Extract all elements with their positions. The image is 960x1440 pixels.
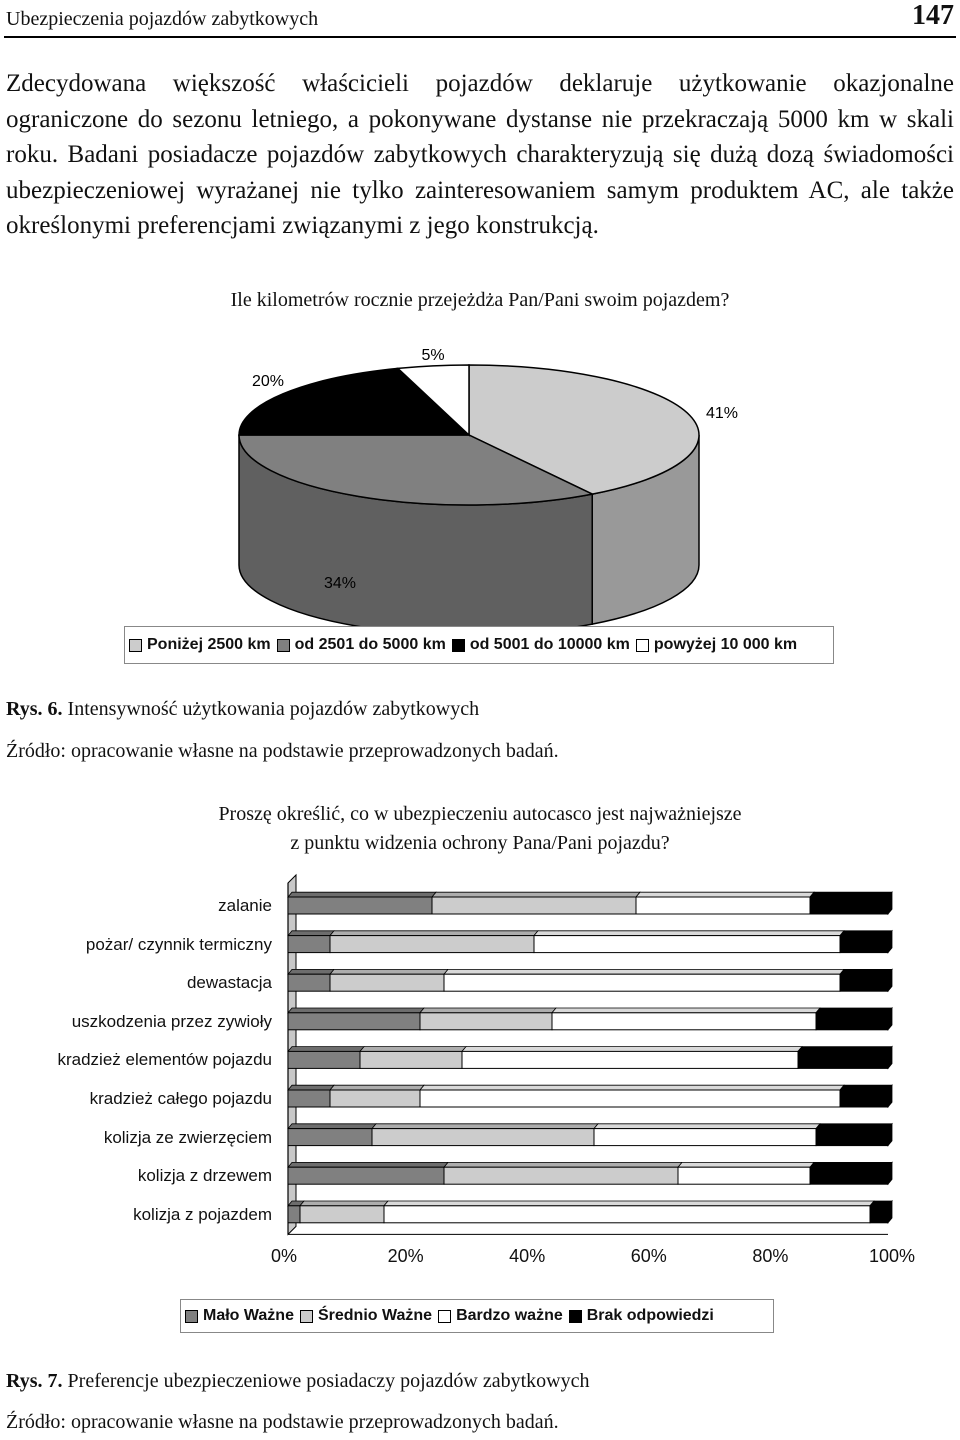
bar-x-tick-5: 100%	[868, 1246, 916, 1266]
bar-legend-item-1	[300, 1307, 432, 1325]
bar-legend-label-0: Mało Ważne	[203, 1307, 294, 1324]
pie-legend-item-1	[277, 636, 446, 654]
bar-legend-label-2: Bardzo ważne	[456, 1307, 563, 1324]
bar-x-tick-0: 0%	[270, 1246, 298, 1266]
bar-segment-2-2	[444, 969, 844, 991]
body-paragraph: Zdecydowana większość właścicieli pojazdów deklaruje użytkowanie okazjonalne ograniczone do sezonu letniego, a pokonywane dystanse nie przekraczają 5000 km w skali roku. Badani posiadacze pojazdów zabytkowych charakteryzują się dużą dozą świadomości ubezpieczeniowej wyrażanej nie tylko zainteresowaniem samym produktem AC, ale także określonymi preferencjami związanymi z jego konstrukcją.	[6, 70, 954, 239]
bar-segment-6-3	[816, 1124, 892, 1146]
bar-segment-3-0	[288, 1008, 424, 1030]
figure7-caption	[6, 1370, 590, 1393]
bar-segment-0-2	[636, 892, 814, 914]
pie-legend-item-2	[452, 636, 630, 654]
bar-segment-6-0	[288, 1124, 376, 1146]
bar-segment-7-2	[678, 1162, 814, 1184]
figure6-caption-label: Rys. 6.	[6, 698, 63, 720]
bar-category-label-5: kradzież całego pojazdu	[89, 1089, 272, 1108]
pie-legend-swatch-0	[129, 639, 142, 652]
bar-legend-item-3	[569, 1307, 714, 1325]
pie-chart-title	[0, 286, 960, 315]
bar-segment-4-2	[462, 1047, 802, 1069]
figure7-caption-label: Rys. 7.	[6, 1370, 63, 1392]
bar-segment-4-0	[288, 1047, 364, 1069]
bar-segment-0-0	[288, 892, 436, 914]
bar-segment-8-2	[384, 1201, 874, 1223]
bar-segment-1-0	[288, 931, 334, 953]
pie-data-label-2: 20%	[251, 373, 285, 390]
bar-category-label-1: pożar/ czynnik termiczny	[85, 934, 272, 954]
figure7-caption-text: Preferencje ubezpieczeniowe posiadaczy pojazdów zabytkowych	[62, 1370, 590, 1392]
bar-chart	[0, 870, 960, 1270]
bar-segment-5-0	[288, 1085, 334, 1107]
bar-category-label-0: zalanie	[218, 896, 272, 915]
bar-segment-0-3	[810, 892, 892, 914]
bar-category-label-8: kolizja z pojazdem	[133, 1204, 272, 1224]
bar-category-label-7: kolizja z drzewem	[137, 1166, 272, 1186]
pie-data-label-3: 5%	[421, 347, 445, 364]
pie-data-label-1: 34%	[323, 575, 357, 592]
bar-x-tick-1: 20%	[387, 1246, 424, 1266]
bar-segment-6-2	[594, 1124, 820, 1146]
bar-legend-swatch-2	[438, 1310, 451, 1323]
bar-segment-8-1	[300, 1201, 388, 1223]
bar-legend-item-2	[438, 1307, 563, 1325]
bar-chart-title-line-2: z punktu widzenia ochrony Pana/Pani pojazdu?	[290, 832, 670, 854]
bar-category-label-6: kolizja ze zwierzęciem	[103, 1127, 272, 1147]
figure6-source: Źródło: opracowanie własne na podstawie przeprowadzonych badań.	[6, 740, 559, 762]
figure6-caption	[6, 698, 479, 721]
bar-segment-4-1	[360, 1047, 466, 1069]
pie-legend-item-3	[636, 636, 797, 654]
bar-legend-item-0	[185, 1307, 294, 1325]
pie-chart-title-text: Ile kilometrów rocznie przejeżdża Pan/Pani swoim pojazdem?	[230, 289, 730, 311]
page-number: 147	[912, 0, 954, 31]
bar-segment-1-3	[840, 931, 892, 953]
bar-legend-label-1: Średnio Ważne	[317, 1307, 433, 1324]
bar-segment-7-1	[444, 1162, 682, 1184]
bar-segment-0-1	[432, 892, 640, 914]
bar-segment-3-2	[552, 1008, 820, 1030]
bar-segment-3-3	[816, 1008, 892, 1030]
bar-segment-1-1	[330, 931, 538, 953]
bar-legend-label-3: Brak odpowiedzi	[586, 1307, 714, 1324]
page-header	[4, 0, 956, 38]
bar-chart-title-line-1: Proszę określić, co w ubezpieczeniu autocasco jest najważniejsze	[218, 803, 742, 825]
bar-x-tick-3: 60%	[630, 1246, 667, 1266]
running-title: Ubezpieczenia pojazdów zabytkowych	[6, 8, 319, 30]
bar-segment-7-3	[810, 1162, 892, 1184]
pie-chart	[0, 330, 960, 630]
pie-legend-item-0	[129, 636, 271, 654]
bar-chart-title	[0, 800, 960, 858]
bar-segment-6-1	[372, 1124, 598, 1146]
pie-legend-label-2: od 5001 do 10000 km	[469, 636, 630, 653]
bar-legend-swatch-3	[569, 1310, 582, 1323]
bar-x-tick-4: 80%	[752, 1246, 789, 1266]
pie-legend-swatch-1	[277, 639, 290, 652]
figure6-caption-text: Intensywność użytkowania pojazdów zabytkowych	[62, 698, 480, 720]
bar-legend-swatch-0	[185, 1310, 198, 1323]
figure7-source: Źródło: opracowanie własne na podstawie przeprowadzonych badań.	[6, 1411, 559, 1433]
bar-segment-4-3	[798, 1047, 892, 1069]
bar-segment-2-0	[288, 969, 334, 991]
pie-data-label-0: 41%	[705, 405, 739, 422]
bar-segment-3-1	[420, 1008, 556, 1030]
bar-chart-legend	[180, 1299, 774, 1333]
bar-segment-2-1	[330, 969, 448, 991]
pie-legend-swatch-2	[452, 639, 465, 652]
bar-segment-5-2	[420, 1085, 844, 1107]
bar-segment-1-2	[534, 931, 844, 953]
bar-legend-swatch-1	[300, 1310, 313, 1323]
bar-x-tick-2: 40%	[509, 1246, 546, 1266]
bar-segment-7-0	[288, 1162, 448, 1184]
pie-chart-legend	[124, 626, 834, 664]
bar-category-label-3: uszkodzenia przez zywioły	[71, 1011, 272, 1031]
bar-category-label-2: dewastacja	[186, 973, 272, 993]
bar-segment-2-3	[840, 969, 892, 991]
pie-legend-label-3: powyżej 10 000 km	[653, 636, 798, 653]
bar-category-label-4: kradzież elementów pojazdu	[57, 1050, 272, 1070]
pie-legend-swatch-3	[636, 639, 649, 652]
bar-segment-5-1	[330, 1085, 424, 1107]
pie-legend-label-1: od 2501 do 5000 km	[294, 636, 446, 653]
pie-legend-label-0: Poniżej 2500 km	[147, 636, 271, 653]
bar-segment-5-3	[840, 1085, 892, 1107]
